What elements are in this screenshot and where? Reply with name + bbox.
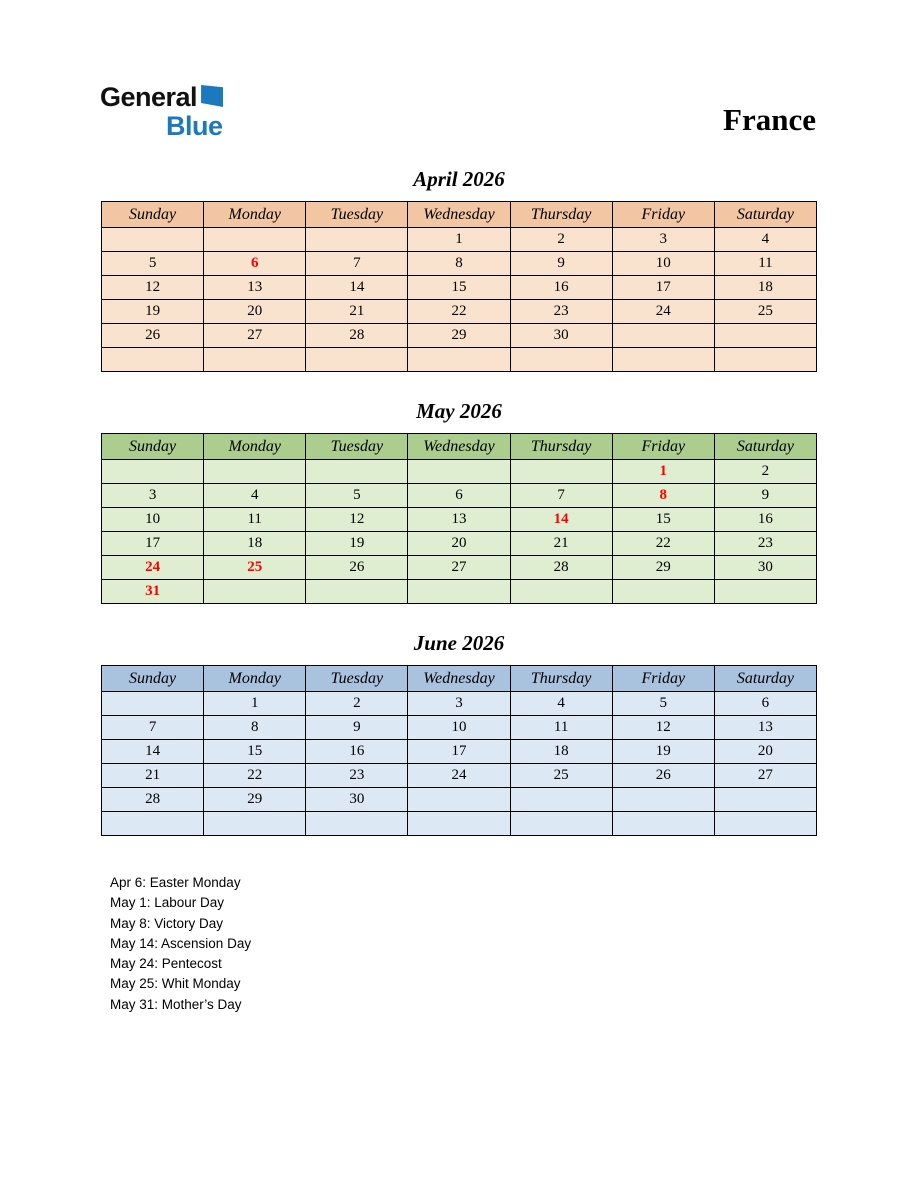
date-cell: 21 [102, 764, 204, 788]
holiday-note: May 31: Mother’s Day [110, 996, 242, 1012]
date-cell: 17 [102, 532, 204, 556]
weekday-header: Thursday [510, 434, 612, 460]
empty-cell [102, 228, 204, 252]
date-cell: 30 [510, 324, 612, 348]
date-cell: 7 [510, 484, 612, 508]
week-row [102, 764, 817, 788]
week-row [102, 740, 817, 764]
date-cell: 12 [102, 276, 204, 300]
date-cell: 5 [612, 692, 714, 716]
date-cell: 13 [714, 716, 816, 740]
weekday-header: Saturday [714, 434, 816, 460]
week-row [102, 788, 817, 812]
weekday-row [102, 202, 817, 228]
empty-cell [204, 812, 306, 836]
date-cell: 3 [408, 692, 510, 716]
empty-cell [306, 460, 408, 484]
date-cell: 15 [612, 508, 714, 532]
date-cell: 3 [612, 228, 714, 252]
week-row [102, 716, 817, 740]
date-cell: 5 [306, 484, 408, 508]
weekday-header: Sunday [102, 202, 204, 228]
date-cell: 26 [612, 764, 714, 788]
date-cell: 21 [510, 532, 612, 556]
empty-cell [612, 348, 714, 372]
logo-flag-icon [201, 85, 223, 107]
weekday-header: Friday [612, 202, 714, 228]
weekday-header-row [102, 202, 817, 228]
date-cell: 22 [612, 532, 714, 556]
date-cell: 1 [204, 692, 306, 716]
date-cell: 7 [306, 252, 408, 276]
holiday-note: May 25: Whit Monday [110, 976, 241, 992]
empty-cell [510, 812, 612, 836]
week-row [102, 460, 817, 484]
date-grid [102, 460, 817, 604]
weekday-header: Tuesday [306, 666, 408, 692]
week-row [102, 484, 817, 508]
date-cell: 29 [204, 788, 306, 812]
date-cell: 11 [204, 508, 306, 532]
week-row [102, 324, 817, 348]
week-row [102, 556, 817, 580]
date-cell: 6 [408, 484, 510, 508]
date-cell: 4 [714, 228, 816, 252]
date-cell: 28 [102, 788, 204, 812]
date-cell: 16 [714, 508, 816, 532]
empty-cell [204, 228, 306, 252]
date-cell: 19 [306, 532, 408, 556]
date-cell: 1 [612, 460, 714, 484]
date-grid [102, 692, 817, 836]
date-cell: 13 [204, 276, 306, 300]
week-row [102, 300, 817, 324]
month-title: April 2026 [413, 167, 505, 191]
weekday-header-row [102, 434, 817, 460]
date-cell: 18 [714, 276, 816, 300]
calendar-table-june [101, 665, 817, 836]
empty-cell [612, 324, 714, 348]
empty-cell [714, 812, 816, 836]
weekday-row [102, 434, 817, 460]
holiday-note: Apr 6: Easter Monday [110, 875, 241, 890]
logo [100, 84, 223, 140]
weekday-header: Monday [204, 666, 306, 692]
holiday-note: May 14: Ascension Day [110, 935, 252, 951]
weekday-header: Wednesday [408, 202, 510, 228]
date-cell: 12 [612, 716, 714, 740]
empty-cell [306, 812, 408, 836]
date-cell: 18 [510, 740, 612, 764]
date-cell: 29 [612, 556, 714, 580]
holiday-note: May 24: Pentecost [110, 956, 222, 972]
empty-cell [408, 348, 510, 372]
date-cell: 2 [306, 692, 408, 716]
date-cell: 8 [204, 716, 306, 740]
date-cell: 16 [306, 740, 408, 764]
date-cell: 22 [408, 300, 510, 324]
date-cell: 25 [204, 556, 306, 580]
date-cell: 10 [408, 716, 510, 740]
date-cell: 30 [306, 788, 408, 812]
empty-cell [714, 348, 816, 372]
date-cell: 27 [408, 556, 510, 580]
empty-cell [612, 812, 714, 836]
date-cell: 17 [408, 740, 510, 764]
date-cell: 9 [510, 252, 612, 276]
date-cell: 21 [306, 300, 408, 324]
holiday-note: May 1: Labour Day [110, 895, 225, 911]
date-cell: 13 [408, 508, 510, 532]
date-cell: 17 [612, 276, 714, 300]
date-cell: 23 [714, 532, 816, 556]
holiday-note: May 8: Victory Day [110, 915, 224, 931]
date-cell: 10 [612, 252, 714, 276]
week-row [102, 348, 817, 372]
weekday-header: Saturday [714, 202, 816, 228]
logo-text-general: General [100, 82, 198, 112]
week-row [102, 580, 817, 604]
month-section-may [0, 399, 918, 604]
weekday-header: Friday [612, 434, 714, 460]
empty-cell [408, 580, 510, 604]
weekday-header: Thursday [510, 202, 612, 228]
date-cell: 16 [510, 276, 612, 300]
weekday-header: Monday [204, 202, 306, 228]
week-row [102, 692, 817, 716]
date-cell: 10 [102, 508, 204, 532]
empty-cell [306, 348, 408, 372]
empty-cell [408, 812, 510, 836]
empty-cell [306, 580, 408, 604]
empty-cell [510, 580, 612, 604]
date-cell: 8 [612, 484, 714, 508]
logo-text-blue: Blue [166, 111, 223, 141]
date-cell: 3 [102, 484, 204, 508]
date-grid [102, 228, 817, 372]
calendar-table-may [101, 433, 817, 604]
date-cell: 6 [204, 252, 306, 276]
page-header [0, 0, 918, 140]
weekday-header: Tuesday [306, 202, 408, 228]
month-section-april [0, 167, 918, 372]
date-cell: 2 [510, 228, 612, 252]
date-cell: 15 [204, 740, 306, 764]
empty-cell [408, 788, 510, 812]
date-cell: 1 [408, 228, 510, 252]
week-row [102, 812, 817, 836]
date-cell: 14 [306, 276, 408, 300]
date-cell: 9 [306, 716, 408, 740]
empty-cell [204, 348, 306, 372]
date-cell: 28 [306, 324, 408, 348]
date-cell: 20 [204, 300, 306, 324]
weekday-header: Saturday [714, 666, 816, 692]
date-cell: 24 [102, 556, 204, 580]
empty-cell [714, 324, 816, 348]
date-cell: 30 [714, 556, 816, 580]
weekday-header: Wednesday [408, 666, 510, 692]
week-row [102, 252, 817, 276]
date-cell: 22 [204, 764, 306, 788]
date-cell: 4 [510, 692, 612, 716]
weekday-header-row [102, 666, 817, 692]
date-cell: 18 [204, 532, 306, 556]
date-cell: 5 [102, 252, 204, 276]
date-cell: 27 [714, 764, 816, 788]
empty-cell [612, 580, 714, 604]
date-cell: 19 [102, 300, 204, 324]
date-cell: 28 [510, 556, 612, 580]
weekday-header: Thursday [510, 666, 612, 692]
weekday-row [102, 666, 817, 692]
date-cell: 2 [714, 460, 816, 484]
weekday-header: Tuesday [306, 434, 408, 460]
logo-line1 [100, 84, 223, 111]
empty-cell [102, 460, 204, 484]
empty-cell [612, 788, 714, 812]
empty-cell [714, 788, 816, 812]
empty-cell [102, 812, 204, 836]
date-cell: 11 [510, 716, 612, 740]
month-title: May 2026 [416, 399, 502, 423]
date-cell: 24 [408, 764, 510, 788]
date-cell: 27 [204, 324, 306, 348]
country-title: France [723, 102, 816, 137]
date-cell: 6 [714, 692, 816, 716]
week-row [102, 532, 817, 556]
date-cell: 12 [306, 508, 408, 532]
date-cell: 14 [102, 740, 204, 764]
date-cell: 20 [408, 532, 510, 556]
empty-cell [510, 788, 612, 812]
date-cell: 15 [408, 276, 510, 300]
weekday-header: Sunday [102, 434, 204, 460]
date-cell: 11 [714, 252, 816, 276]
date-cell: 7 [102, 716, 204, 740]
weekday-header: Wednesday [408, 434, 510, 460]
empty-cell [714, 580, 816, 604]
date-cell: 25 [510, 764, 612, 788]
date-cell: 26 [102, 324, 204, 348]
calendar-table-april [101, 201, 817, 372]
date-cell: 23 [510, 300, 612, 324]
week-row [102, 508, 817, 532]
empty-cell [510, 460, 612, 484]
date-cell: 14 [510, 508, 612, 532]
date-cell: 25 [714, 300, 816, 324]
date-cell: 9 [714, 484, 816, 508]
holiday-notes [110, 873, 918, 1015]
empty-cell [102, 348, 204, 372]
date-cell: 26 [306, 556, 408, 580]
date-cell: 24 [612, 300, 714, 324]
weekday-header: Monday [204, 434, 306, 460]
date-cell: 4 [204, 484, 306, 508]
empty-cell [306, 228, 408, 252]
date-cell: 8 [408, 252, 510, 276]
month-title: June 2026 [413, 631, 505, 655]
week-row [102, 276, 817, 300]
empty-cell [408, 460, 510, 484]
empty-cell [510, 348, 612, 372]
date-cell: 19 [612, 740, 714, 764]
empty-cell [204, 460, 306, 484]
date-cell: 23 [306, 764, 408, 788]
date-cell: 29 [408, 324, 510, 348]
date-cell: 31 [102, 580, 204, 604]
empty-cell [102, 692, 204, 716]
month-section-june [0, 631, 918, 836]
date-cell: 20 [714, 740, 816, 764]
week-row [102, 228, 817, 252]
weekday-header: Friday [612, 666, 714, 692]
empty-cell [204, 580, 306, 604]
weekday-header: Sunday [102, 666, 204, 692]
